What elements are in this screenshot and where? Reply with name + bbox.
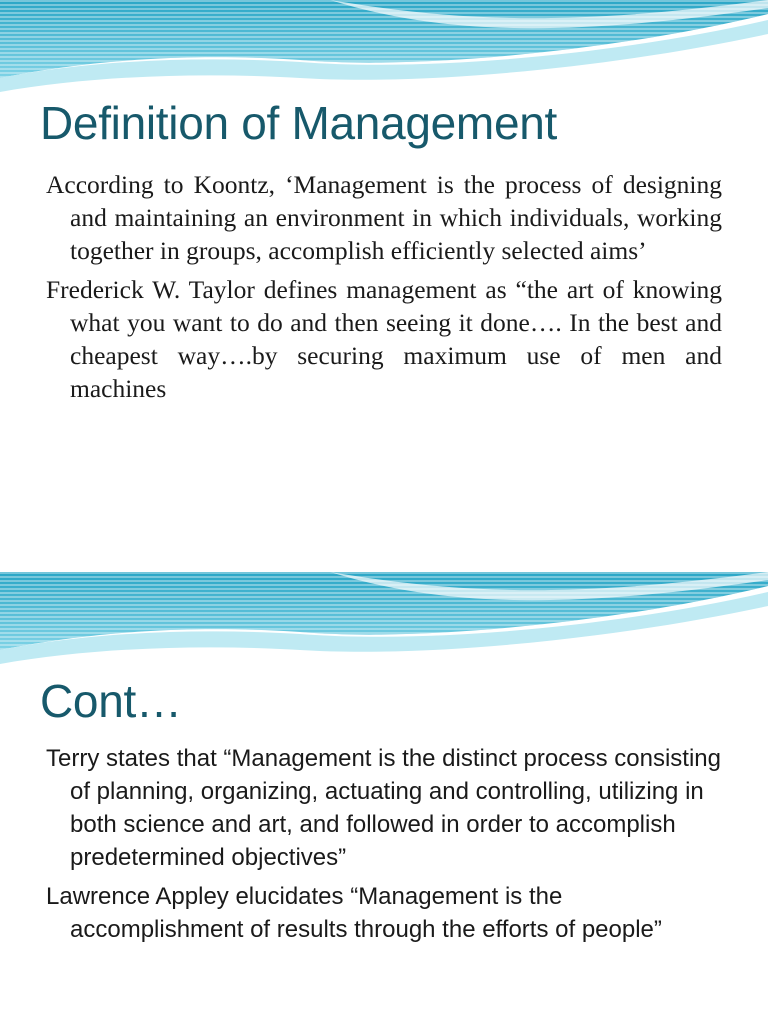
wave-header-decoration	[0, 572, 768, 668]
slide-title: Cont…	[40, 675, 182, 727]
paragraph-koontz: According to Koontz, ‘Management is the process of designing and maintaining an environment in which individuals, working together in groups, accomplish efficiently selected aims’	[46, 170, 722, 265]
paragraph-taylor: Frederick W. Taylor defines management as “the art of knowing what you want to do and then seeing it done…. In the best and cheapest way….by securing maximum use of men and machines	[46, 275, 722, 403]
wave-header-decoration	[0, 0, 768, 96]
paragraph-appley: Lawrence Appley elucidates “Management is the accomplishment of results through the efforts of people”	[46, 883, 662, 943]
slide-body	[46, 168, 722, 411]
slide-body	[46, 742, 722, 952]
paragraph-terry: Terry states that “Management is the distinct process consisting of planning, organizing, actuating and controlling, utilizing in both science and art, and followed in order to accomplish predetermined objectives”	[46, 745, 721, 871]
slide-gap	[0, 512, 768, 572]
slide-2	[0, 572, 768, 1024]
slide-title: Definition of Management	[40, 97, 557, 149]
